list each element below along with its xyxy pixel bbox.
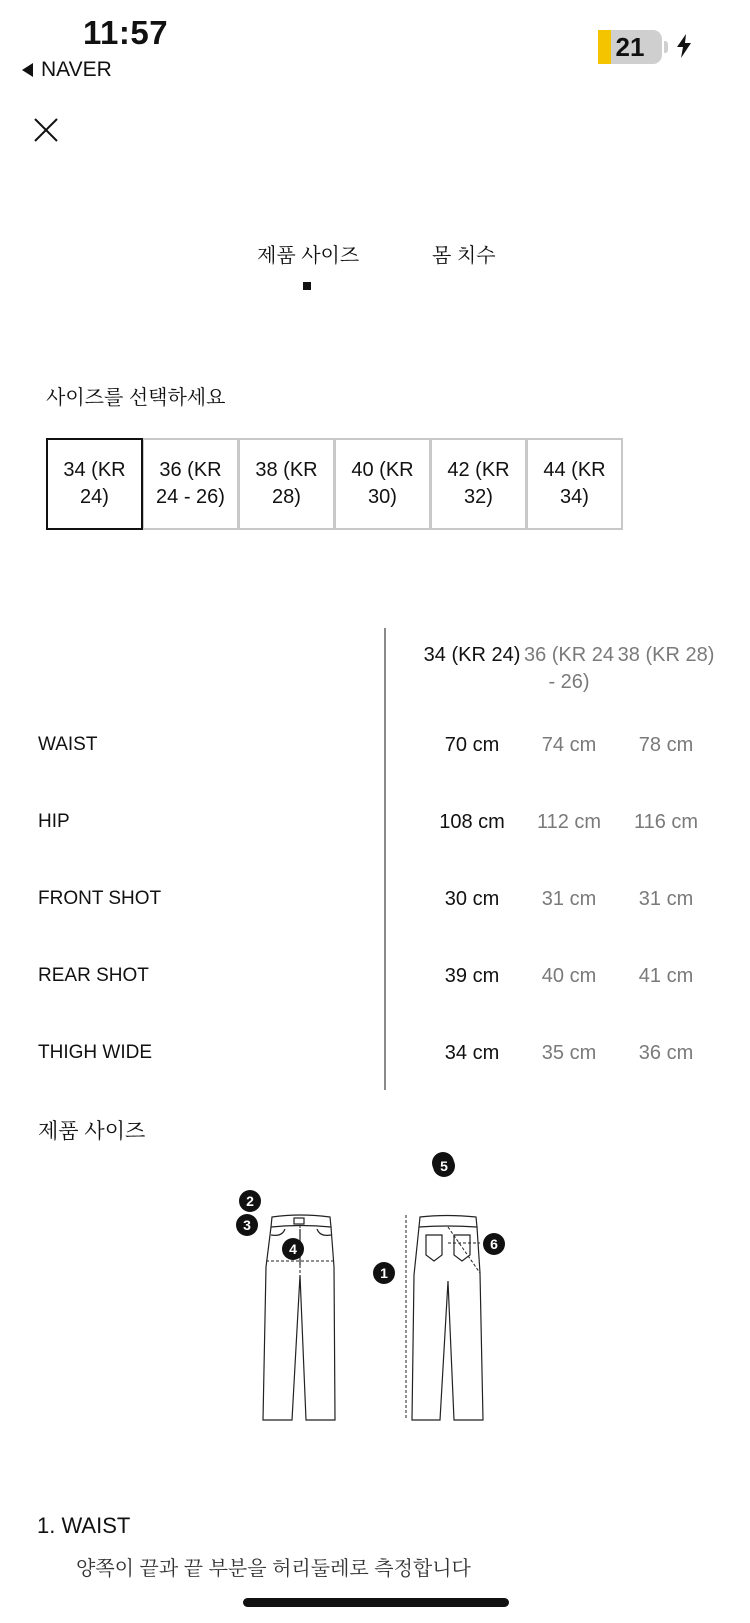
table-cell: 40 cm — [541, 965, 597, 987]
table-cell: 74 cm — [541, 734, 597, 756]
table-cell: 108 cm — [439, 811, 505, 833]
row-label-rear-shot: REAR SHOT — [38, 965, 149, 986]
row-label-thigh-wide: THIGH WIDE — [38, 1042, 152, 1063]
section-title-product-size: 제품 사이즈 — [38, 1120, 146, 1143]
measurement-marker-1 — [373, 1262, 395, 1284]
table-cell: 112 cm — [536, 811, 602, 833]
svg-text:6: 6 — [490, 1236, 498, 1252]
close-icon[interactable] — [32, 116, 60, 144]
table-row — [0, 1042, 750, 1072]
battery-cap — [664, 41, 668, 53]
measurement-marker-6 — [483, 1233, 505, 1255]
svg-text:1: 1 — [380, 1265, 388, 1281]
pants-measurement-diagram — [240, 1185, 530, 1435]
table-cell: 41 cm — [638, 965, 694, 987]
size-option-42[interactable]: 42 (KR 32) — [430, 438, 527, 530]
table-cell: 31 cm — [541, 888, 597, 910]
table-row — [0, 888, 750, 918]
detail-item-title: 1. WAIST — [37, 1513, 131, 1538]
table-divider — [384, 628, 386, 1090]
table-row — [0, 965, 750, 995]
table-row — [0, 811, 750, 841]
measurement-marker-3 — [236, 1214, 258, 1236]
size-option-38[interactable]: 38 (KR 28) — [238, 438, 335, 530]
tab-body-measurements[interactable]: 몸 치수 — [432, 245, 496, 267]
size-option-36[interactable]: 36 (KR 24 - 26) — [142, 438, 239, 530]
size-options — [46, 438, 622, 530]
table-cell: 35 cm — [541, 1042, 597, 1064]
battery-level: 21 — [615, 32, 645, 62]
measurement-marker-2 — [239, 1190, 261, 1212]
svg-text:5: 5 — [440, 1158, 448, 1174]
size-option-34[interactable]: 34 (KR 24) — [46, 438, 143, 530]
tab-product-size[interactable]: 제품 사이즈 — [257, 245, 360, 267]
size-option-40[interactable]: 40 (KR 30) — [334, 438, 431, 530]
size-option-44[interactable]: 44 (KR 34) — [526, 438, 623, 530]
back-app-label: NAVER — [41, 58, 112, 81]
table-cell: 78 cm — [638, 734, 694, 756]
table-column-header: 38 (KR 28) — [617, 644, 715, 666]
table-column-header: 36 (KR 24 - 26) — [523, 644, 615, 693]
back-arrow-icon — [22, 63, 33, 77]
table-column-header: 34 (KR 24) — [423, 644, 521, 666]
home-indicator[interactable] — [243, 1598, 509, 1607]
table-cell: 116 cm — [633, 811, 699, 833]
row-label-waist: WAIST — [38, 734, 98, 755]
measurement-marker-5-badge — [432, 1154, 456, 1178]
charging-bolt-icon — [676, 34, 692, 58]
row-label-front-shot: FRONT SHOT — [38, 888, 162, 909]
table-cell: 31 cm — [638, 888, 694, 910]
table-cell: 36 cm — [638, 1042, 694, 1064]
size-select-label: 사이즈를 선택하세요 — [46, 387, 226, 409]
detail-item-description: 양쪽이 끝과 끝 부분을 허리둘레로 측정합니다 — [76, 1558, 471, 1580]
battery-indicator — [598, 30, 662, 64]
row-label-hip: HIP — [38, 811, 70, 832]
active-tab-indicator — [303, 282, 311, 290]
measurement-marker-4 — [282, 1238, 304, 1260]
svg-text:4: 4 — [289, 1241, 297, 1257]
table-cell: 70 cm — [444, 734, 500, 756]
table-cell: 30 cm — [444, 888, 500, 910]
table-row — [0, 734, 750, 764]
table-cell: 34 cm — [444, 1042, 500, 1064]
svg-text:3: 3 — [243, 1217, 251, 1233]
back-to-app-link[interactable] — [22, 58, 112, 82]
status-time: 11:57 — [83, 14, 169, 51]
svg-text:2: 2 — [246, 1193, 254, 1209]
table-cell: 39 cm — [444, 965, 500, 987]
back-view-pants — [412, 1216, 483, 1421]
